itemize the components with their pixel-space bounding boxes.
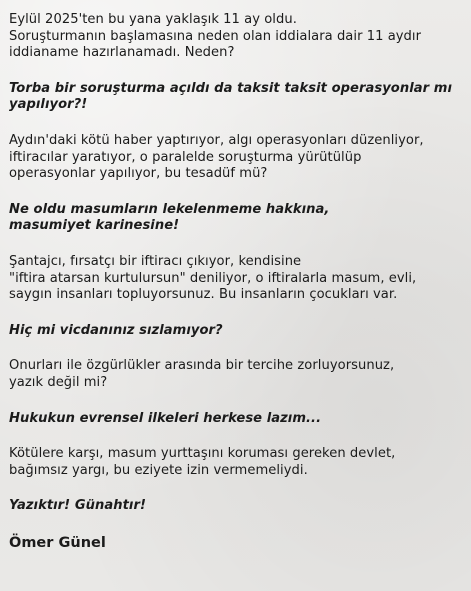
text-line: masumiyet karinesine!	[9, 218, 180, 234]
text-line: Aydın'daki kötü haber yaptırıyor, algı operasyonları düzenliyor,	[9, 132, 424, 148]
text-line: yazık değil mi?	[9, 374, 108, 390]
paragraph-devlet	[9, 446, 461, 479]
paragraph-onur	[9, 358, 461, 391]
text-line: Onurları ile özgürlükler arasında bir tercihe zorluyorsunuz,	[9, 358, 395, 374]
text-line: Eylül 2025'ten bu yana yaklaşık 11 ay oldu.	[9, 12, 297, 27]
signature-name: Ömer Günel	[9, 534, 106, 551]
text-line: Kötülere karşı, masum yurttaşını koruması gereken devlet,	[9, 446, 396, 462]
text-line: Hiç mi vicdanınız sızlamıyor?	[9, 322, 223, 338]
question-masumiyet	[9, 202, 461, 235]
question-torba-sorusturma	[9, 81, 461, 114]
text-line: operasyonlar yapılıyor, bu tesadüf mü?	[9, 166, 268, 182]
paragraph-timeline	[9, 12, 461, 62]
paragraph-santajci	[9, 254, 461, 304]
text-line: bağımsız yargı, bu eziyete izin vermemeliydi.	[9, 462, 308, 478]
closing-exclamation	[9, 498, 461, 515]
statement-hukuk	[9, 411, 461, 428]
text-line: iddianame hazırlanamadı. Neden?	[9, 45, 235, 61]
paragraph-aydin	[9, 133, 461, 183]
text-line: Torba bir soruşturma açıldı da taksit taksit operasyonlar mı	[9, 80, 453, 96]
text-line: Soruşturmanın başlamasına neden olan iddialara dair 11 aydır	[9, 28, 422, 44]
text-line: Yazıktır! Günahtır!	[9, 498, 146, 514]
question-vicdan	[9, 323, 461, 340]
text-line: iftiracılar yaratıyor, o paralelde soruşturma yürütülüp	[9, 149, 362, 165]
text-line: "iftira atarsan kurtulursun" deniliyor, o iftiralarla masum, evli,	[9, 270, 417, 286]
text-line: Ne oldu masumların lekelenmeme hakkına,	[9, 201, 330, 217]
text-line: Şantajcı, fırsatçı bir iftiracı çıkıyor, kendisine	[9, 253, 302, 269]
text-line: Hukukun evrensel ilkeleri herkese lazım...	[9, 410, 322, 426]
text-line: yapılıyor?!	[9, 97, 88, 113]
text-line: saygın insanları topluyorsunuz. Bu insanların çocukları var.	[9, 287, 398, 303]
